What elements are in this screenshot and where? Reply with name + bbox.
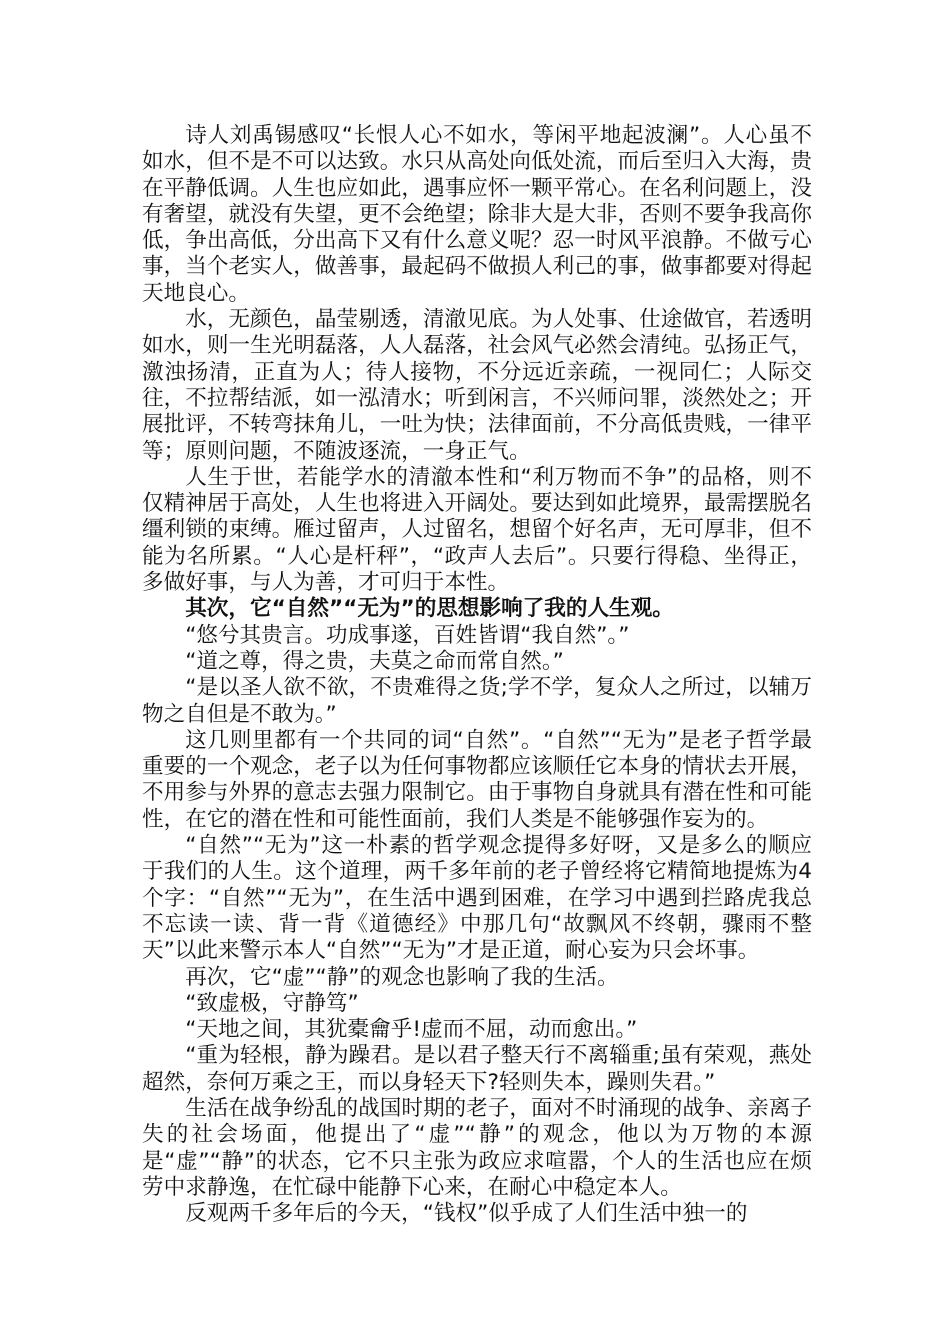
- section-heading-nature: 其次，它“自然”“无为”的思想影响了我的人生观。: [185, 596, 674, 622]
- document-page: [142, 123, 812, 1227]
- quote-1: “悠兮其贵言。功成事遂，百姓皆谓“我自然”。”: [185, 622, 630, 648]
- section-heading-stillness: 再次，它“虚”“静”的观念也影响了我的生活。: [185, 964, 619, 990]
- quote-5: “天地之间，其犹橐龠乎!虚而不屈，动而愈出。”: [185, 1017, 638, 1043]
- quote-2: “道之尊，得之贵，夫莫之命而常自然。”: [185, 648, 564, 674]
- quote-6: “重为轻根，静为躁君。是以君子整天行不离辎重;虽有荣观，燕处超然，奈何万乘之王，而以身轻天下?轻则失本，躁则失君。”: [142, 1043, 812, 1095]
- paragraph-4: 这几则里都有一个共同的词“自然”。“自然”“无为”是老子哲学最重要的一个观念，老子以为任何事物都应该顺任它本身的情状去开展，不用参与外界的意志去强力限制它。由于事物自身就具有潜在性和可能性，在它的潜在性和可能性面前，我们人类是不能够强作妄为的。: [142, 727, 812, 832]
- paragraph-6: 生活在战争纷乱的战国时期的老子，面对不时涌现的战争、亲离子失的社会场面，他提出了“虚”“静”的观念，他以为万物的本源是“虚”“静”的状态，它不只主张为政应求喧嚣，个人的生活也应在烦劳中求静逸，在忙碌中能静下心来，在耐心中稳定本人。: [142, 1095, 812, 1200]
- paragraph-1: 诗人刘禹锡感叹“长恨人心不如水，等闲平地起波澜”。人心虽不如水，但不是不可以达致。水只从高处向低处流，而后至归入大海，贵在平静低调。人生也应如此，遇事应怀一颗平常心。在名利问题上，没有奢望，就没有失望，更不会绝望；除非大是大非，否则不要争我高你低，争出高低，分出高下又有什么意义呢？忍一时风平浪静。不做亏心事，当个老实人，做善事，最起码不做损人利己的事，做事都要对得起天地良心。: [142, 123, 812, 306]
- quote-3: “是以圣人欲不欲，不贵难得之货;学不学，复众人之所过，以辅万物之自但是不敢为。”: [142, 675, 812, 727]
- quote-4: “致虚极，守静笃”: [185, 990, 359, 1016]
- paragraph-3: 人生于世，若能学水的清澈本性和“利万物而不争”的品格，则不仅精神居于高处，人生也将进入开阔处。要达到如此境界，最需摆脱名缰利锁的束缚。雁过留声，人过留名，想留个好名声，无可厚非，但不能为名所累。“人心是杆秤”，“政声人去后”。只要行得稳、坐得正，多做好事，与人为善，才可归于本性。: [142, 464, 812, 596]
- paragraph-5: “自然”“无为”这一朴素的哲学观念提得多好呀，又是多么的顺应于我们的人生。这个道理，两千多年前的老子曾经将它精简地提炼为4个字：“自然”“无为”，在生活中遇到困难，在学习中遇到拦路虎我总不忘读一读、背一背《道德经》中那几句“故飘风不终朝，骤雨不整天”以此来警示本人“自然”“无为”才是正道，耐心妄为只会坏事。: [142, 833, 812, 964]
- paragraph-2: 水，无颜色，晶莹剔透，清澈见底。为人处事、仕途做官，若透明如水，则一生光明磊落，人人磊落，社会风气必然会清纯。弘扬正气，激浊扬清，正直为人；待人接物，不分远近亲疏，一视同仁；人际交往，不拉帮结派，如一泓清水；听到闲言，不兴师问罪，淡然处之；开展批评，不转弯抹角儿，一吐为快；法律面前，不分高低贵贱，一律平等；原则问题，不随波逐流，一身正气。: [142, 307, 812, 464]
- paragraph-7: 反观两千多年后的今天，“钱权”似乎成了人们生活中独一的: [185, 1201, 748, 1227]
